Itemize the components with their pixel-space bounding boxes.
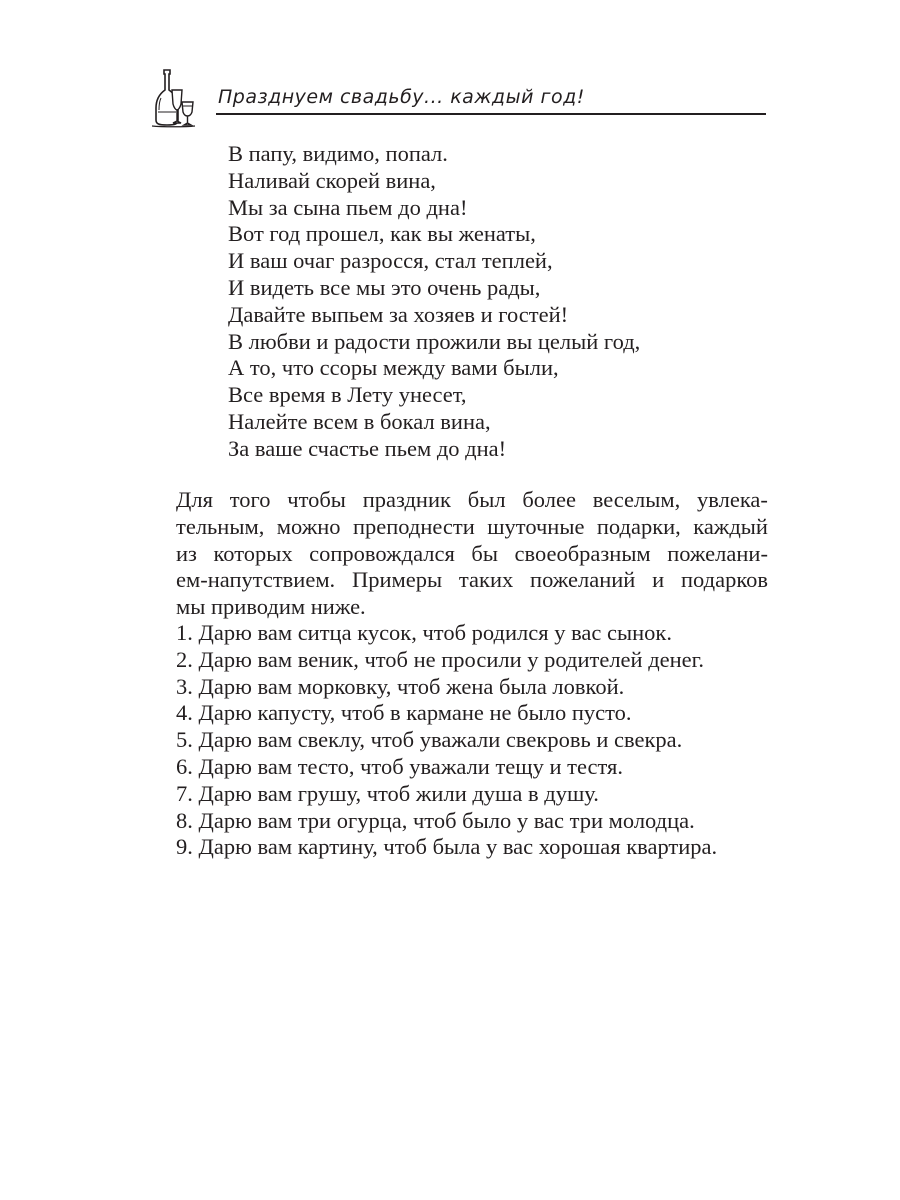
intro-paragraph xyxy=(176,487,768,621)
list-item: 7. Дарю вам грушу, чтоб жили душа в душу. xyxy=(176,780,599,806)
poem-line: Наливай скорей вина, xyxy=(228,167,436,193)
poem-line: В папу, видимо, попал. xyxy=(228,141,448,166)
paragraph-line: тельным, можно преподнести шуточные подарки, каждый xyxy=(176,513,768,539)
poem-line: Вот год прошел, как вы женаты, xyxy=(228,221,536,247)
running-header-title: Празднуем свадьбу... каждый год! xyxy=(218,86,585,108)
poem-line: Все время в Лету унесет, xyxy=(228,382,467,408)
wine-bottle-and-glasses-icon xyxy=(150,68,196,128)
list-item: 1. Дарю вам ситца кусок, чтоб родился у вас сынок. xyxy=(176,620,672,645)
list-item: 9. Дарю вам картину, чтоб была у вас хорошая квартира. xyxy=(176,834,718,860)
list-item: 2. Дарю вам веник, чтоб не просили у родителей денег. xyxy=(176,646,704,672)
poem-line: Налейте всем в бокал вина, xyxy=(228,408,491,434)
poem-line: Давайте выпьем за хозяев и гостей! xyxy=(228,301,569,327)
poem-line: За ваше счастье пьем до дна! xyxy=(228,435,507,461)
list-item: 6. Дарю вам тесто, чтоб уважали тещу и тестя. xyxy=(176,753,624,779)
paragraph-line: из которых сопровождался бы своеобразным пожелани- xyxy=(176,540,768,566)
list-item: 3. Дарю вам морковку, чтоб жена была ловкой. xyxy=(176,673,625,699)
poem-line: А то, что ссоры между вами были, xyxy=(228,355,559,381)
paragraph-line: Для того чтобы праздник был более веселым, увлека- xyxy=(176,487,768,512)
gift-list xyxy=(176,620,776,861)
poem-line: Мы за сына пьем до дна! xyxy=(228,194,468,220)
poem-line: И ваш очаг разросся, стал теплей, xyxy=(228,248,553,274)
paragraph-line: мы приводим ниже. xyxy=(176,594,366,620)
poem xyxy=(228,141,768,463)
paragraph-line: ем-напутствием. Примеры таких пожеланий и подарков xyxy=(176,567,768,593)
list-item: 4. Дарю капусту, чтоб в кармане не было пусто. xyxy=(176,700,632,726)
poem-line: И видеть все мы это очень рады, xyxy=(228,274,541,300)
list-item: 5. Дарю вам свеклу, чтоб уважали свекровь и свекра. xyxy=(176,727,683,753)
header-divider xyxy=(216,113,766,115)
poem-line: В любви и радости прожили вы целый год, xyxy=(228,328,641,354)
list-item: 8. Дарю вам три огурца, чтоб было у вас три молодца. xyxy=(176,807,695,833)
